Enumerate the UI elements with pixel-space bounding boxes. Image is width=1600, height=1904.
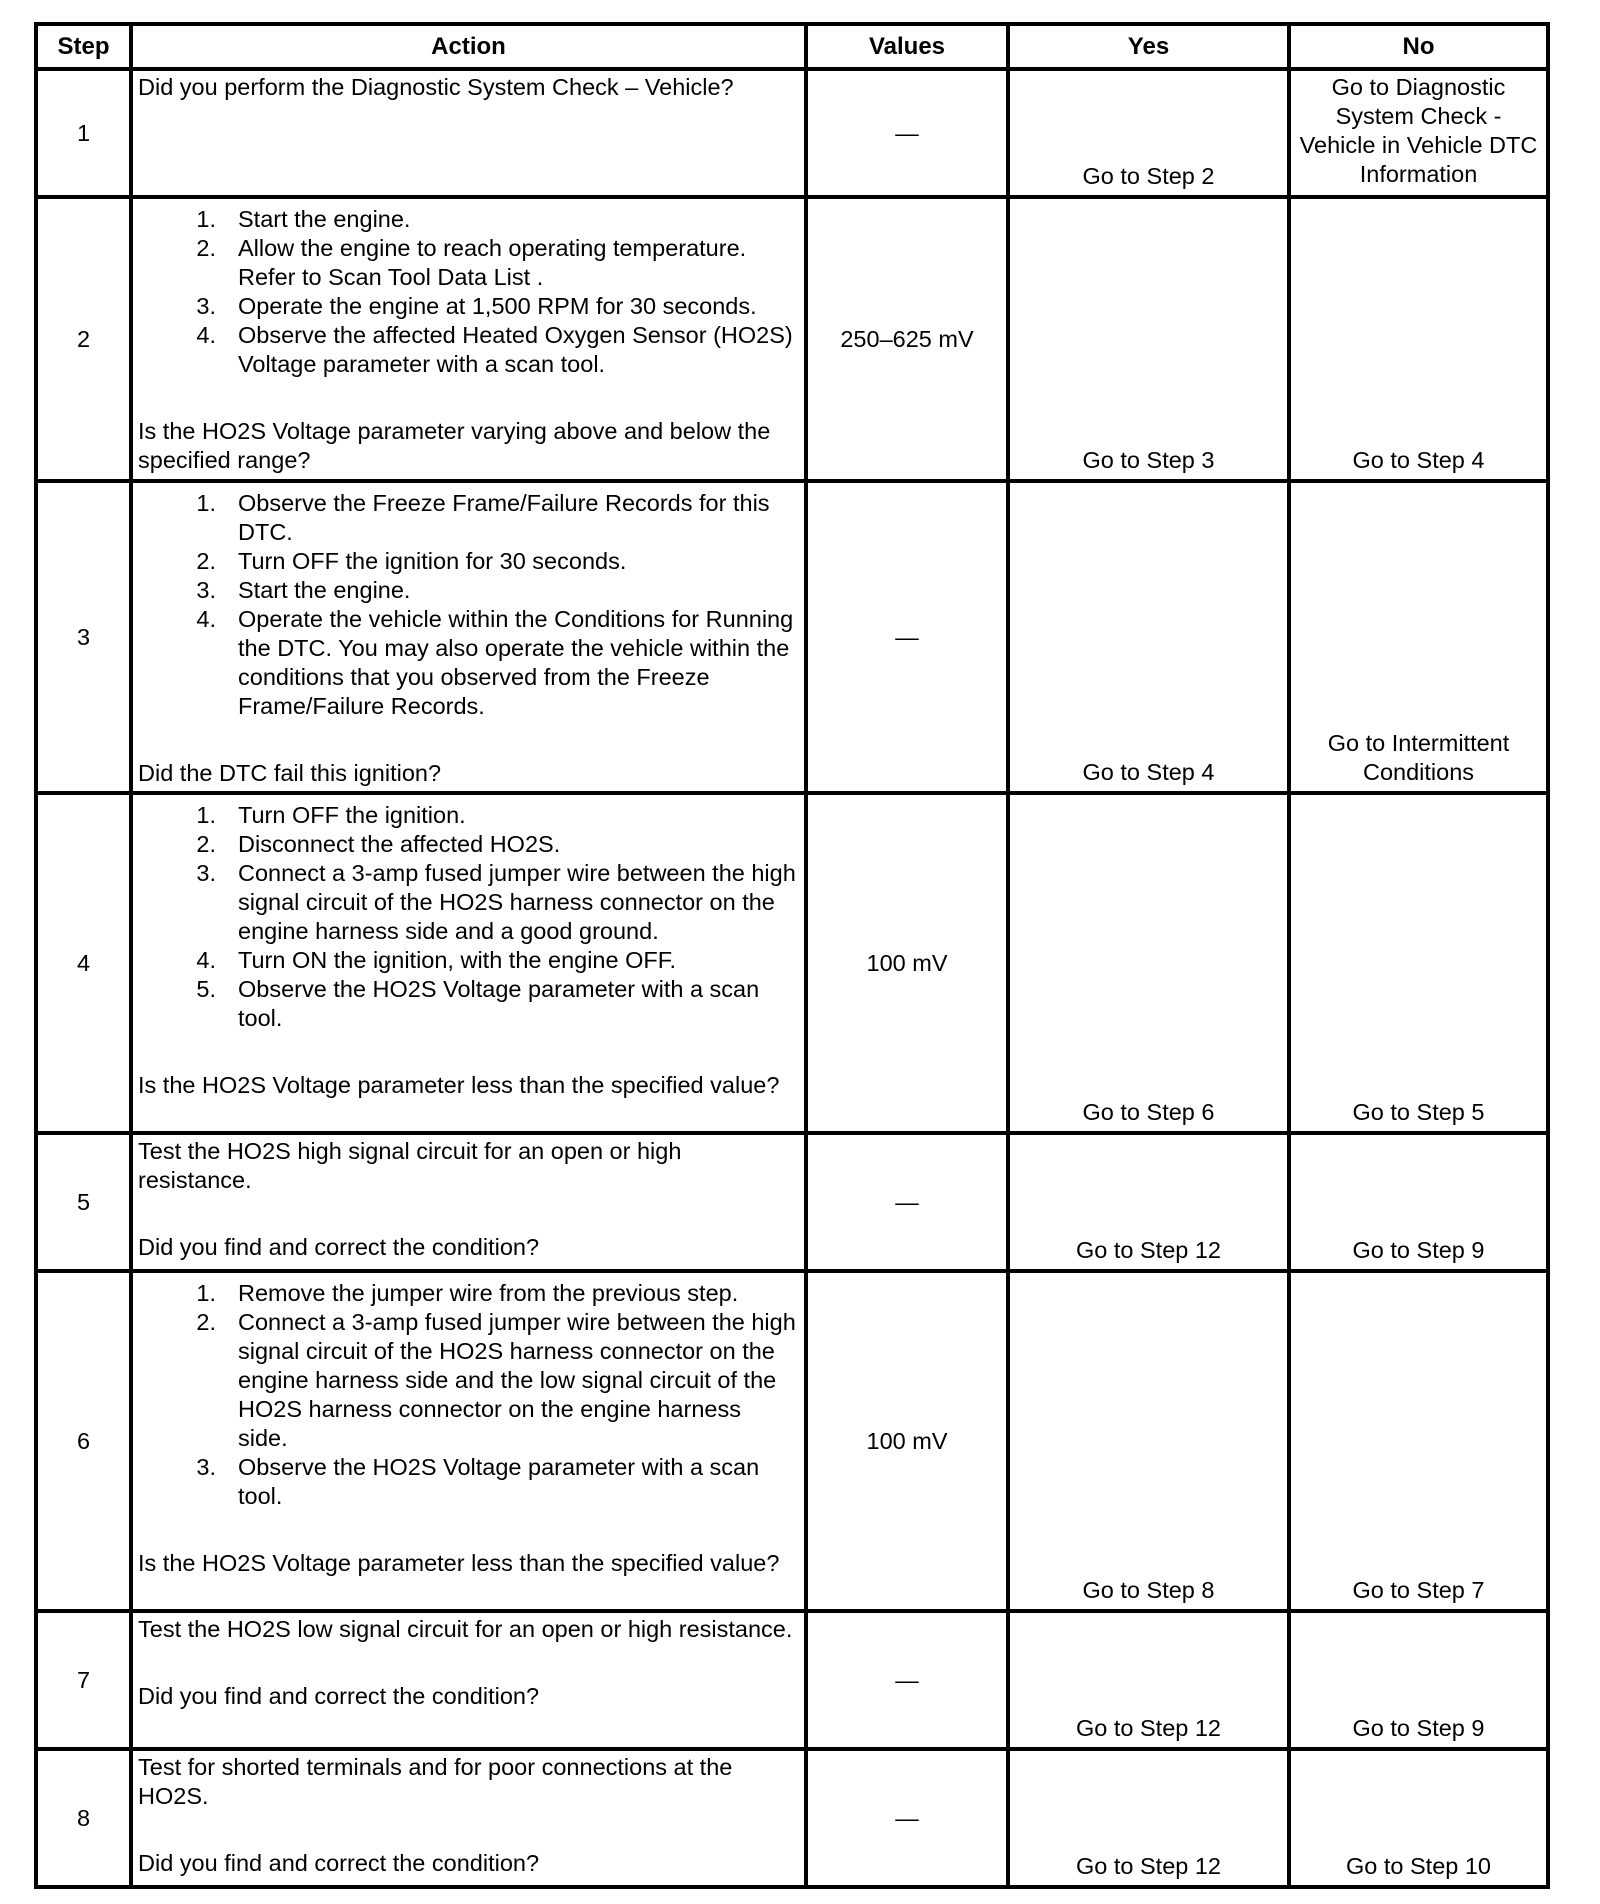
action-question: Did you find and correct the condition? bbox=[138, 1850, 540, 1876]
header-step: Step bbox=[36, 24, 131, 69]
table-row bbox=[36, 69, 1548, 197]
value-cell: — bbox=[806, 69, 1008, 197]
list-item: 3. Observe the HO2S Voltage parameter with a scan tool. bbox=[196, 1454, 760, 1509]
yes-cell: Go to Step 12 bbox=[1008, 1611, 1289, 1749]
header-yes: Yes bbox=[1008, 24, 1289, 69]
action-cell bbox=[131, 69, 806, 197]
list-item: 2. Allow the engine to reach operating temperature. Refer to Scan Tool Data List . bbox=[196, 235, 747, 290]
diagnostic-table bbox=[34, 22, 1550, 1889]
yes-cell: Go to Step 12 bbox=[1008, 1749, 1289, 1887]
no-cell: Go to Diagnostic System Check - Vehicle in Vehicle DTC Information bbox=[1289, 69, 1548, 197]
action-cell bbox=[131, 1611, 806, 1749]
header-row bbox=[36, 24, 1548, 69]
list-item: 2. Turn OFF the ignition for 30 seconds. bbox=[196, 548, 627, 574]
step-number: 3 bbox=[36, 481, 131, 793]
step-number: 4 bbox=[36, 793, 131, 1133]
action-question: Is the HO2S Voltage parameter less than the specified value? bbox=[138, 1550, 780, 1576]
action-cell bbox=[131, 1133, 806, 1271]
value-cell: — bbox=[806, 481, 1008, 793]
no-cell: Go to Step 7 bbox=[1289, 1271, 1548, 1611]
action-intro: Did you perform the Diagnostic System Check – Vehicle? bbox=[138, 74, 734, 100]
action-question: Did the DTC fail this ignition? bbox=[138, 760, 442, 786]
value-cell: 100 mV bbox=[806, 793, 1008, 1133]
list-item: 4. Turn ON the ignition, with the engine OFF. bbox=[196, 947, 677, 973]
action-list bbox=[138, 205, 796, 379]
no-cell: Go to Step 9 bbox=[1289, 1611, 1548, 1749]
action-cell bbox=[131, 793, 806, 1133]
value-cell: — bbox=[806, 1749, 1008, 1887]
list-item: 5. Observe the HO2S Voltage parameter with a scan tool. bbox=[196, 976, 760, 1031]
step-number: 7 bbox=[36, 1611, 131, 1749]
yes-cell: Go to Step 2 bbox=[1008, 69, 1289, 197]
table-row bbox=[36, 1133, 1548, 1271]
step-number: 8 bbox=[36, 1749, 131, 1887]
action-cell bbox=[131, 1749, 806, 1887]
action-cell bbox=[131, 197, 806, 481]
action-cell bbox=[131, 481, 806, 793]
list-item: 2. Disconnect the affected HO2S. bbox=[196, 831, 561, 857]
value-cell: 250–625 mV bbox=[806, 197, 1008, 481]
value-cell: — bbox=[806, 1133, 1008, 1271]
action-list bbox=[138, 1279, 796, 1511]
action-question: Is the HO2S Voltage parameter varying above and below the specified range? bbox=[138, 418, 771, 473]
no-cell: Go to Step 10 bbox=[1289, 1749, 1548, 1887]
step-number: 6 bbox=[36, 1271, 131, 1611]
no-cell: Go to Step 4 bbox=[1289, 197, 1548, 481]
header-values: Values bbox=[806, 24, 1008, 69]
yes-cell: Go to Step 4 bbox=[1008, 481, 1289, 793]
action-question: Did you find and correct the condition? bbox=[138, 1683, 540, 1709]
action-intro: Test for shorted terminals and for poor connections at the HO2S. bbox=[138, 1754, 733, 1809]
table-row bbox=[36, 1749, 1548, 1887]
header-action: Action bbox=[131, 24, 806, 69]
action-intro: Test the HO2S low signal circuit for an open or high resistance. bbox=[138, 1616, 793, 1642]
list-item: 3. Start the engine. bbox=[196, 577, 411, 603]
yes-cell: Go to Step 6 bbox=[1008, 793, 1289, 1133]
table-row bbox=[36, 793, 1548, 1133]
action-cell bbox=[131, 1271, 806, 1611]
table-row bbox=[36, 481, 1548, 793]
yes-cell: Go to Step 12 bbox=[1008, 1133, 1289, 1271]
action-list bbox=[138, 489, 796, 721]
list-item: 4. Operate the vehicle within the Conditions for Running the DTC. You may also operate the vehicle within the conditions that you observed from the Freeze Frame/Failure Records. bbox=[196, 606, 794, 719]
step-number: 5 bbox=[36, 1133, 131, 1271]
no-cell: Go to Step 5 bbox=[1289, 793, 1548, 1133]
table-row bbox=[36, 197, 1548, 481]
no-cell: Go to Intermittent Conditions bbox=[1289, 481, 1548, 793]
yes-cell: Go to Step 8 bbox=[1008, 1271, 1289, 1611]
action-question: Did you find and correct the condition? bbox=[138, 1234, 540, 1260]
list-item: 4. Observe the affected Heated Oxygen Sensor (HO2S) Voltage parameter with a scan tool. bbox=[196, 322, 793, 377]
value-cell: 100 mV bbox=[806, 1271, 1008, 1611]
list-item: 2. Connect a 3-amp fused jumper wire between the high signal circuit of the HO2S harness connector on the engine harness side and the low signal circuit of the HO2S harness connector on the engine harness side. bbox=[196, 1309, 796, 1451]
header-no: No bbox=[1289, 24, 1548, 69]
list-item: 1. Turn OFF the ignition. bbox=[196, 802, 466, 828]
table-row bbox=[36, 1271, 1548, 1611]
step-number: 1 bbox=[36, 69, 131, 197]
value-cell: — bbox=[806, 1611, 1008, 1749]
step-number: 2 bbox=[36, 197, 131, 481]
list-item: 1. Start the engine. bbox=[196, 206, 411, 232]
action-list bbox=[138, 801, 796, 1033]
list-item: 3. Connect a 3-amp fused jumper wire between the high signal circuit of the HO2S harness connector on the engine harness side and a good ground. bbox=[196, 860, 796, 944]
table-row bbox=[36, 1611, 1548, 1749]
no-cell: Go to Step 9 bbox=[1289, 1133, 1548, 1271]
list-item: 3. Operate the engine at 1,500 RPM for 30 seconds. bbox=[196, 293, 757, 319]
yes-cell: Go to Step 3 bbox=[1008, 197, 1289, 481]
list-item: 1. Observe the Freeze Frame/Failure Records for this DTC. bbox=[196, 490, 770, 545]
action-question: Is the HO2S Voltage parameter less than the specified value? bbox=[138, 1072, 780, 1098]
action-intro: Test the HO2S high signal circuit for an open or high resistance. bbox=[138, 1138, 682, 1193]
list-item: 1. Remove the jumper wire from the previous step. bbox=[196, 1280, 739, 1306]
